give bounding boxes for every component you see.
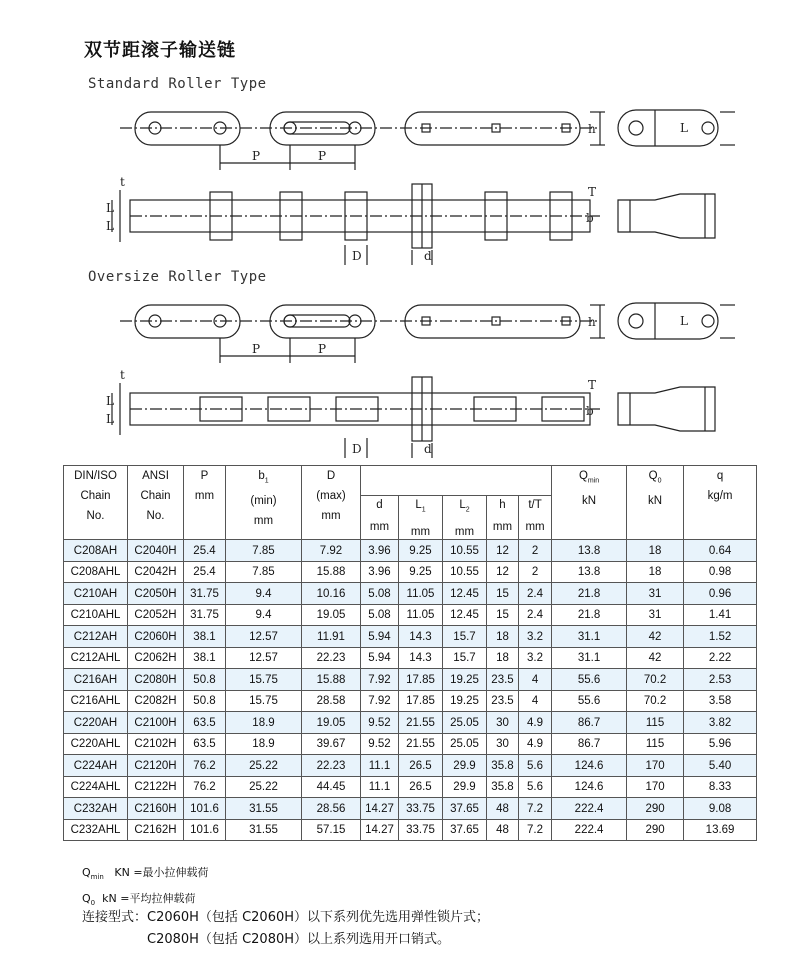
table-cell: 50.8 bbox=[184, 690, 226, 712]
table-cell: 19.05 bbox=[302, 712, 361, 734]
table-cell: C2062H bbox=[128, 647, 184, 669]
table-cell: 42 bbox=[627, 647, 684, 669]
table-cell: 35.8 bbox=[487, 755, 519, 777]
table-cell: 18.9 bbox=[226, 712, 302, 734]
dim-label: b bbox=[586, 404, 594, 418]
oversize-roller-heading: Oversize Roller Type bbox=[88, 269, 267, 285]
table-cell: 13.69 bbox=[684, 819, 757, 841]
dim-label: T bbox=[588, 185, 597, 199]
table-cell: 8.33 bbox=[684, 776, 757, 798]
col-head-q: q kg/m bbox=[684, 466, 757, 540]
table-cell: 14.27 bbox=[361, 819, 399, 841]
table-cell: C2052H bbox=[128, 604, 184, 626]
table-cell: C224AH bbox=[64, 755, 128, 777]
table-row bbox=[64, 583, 757, 605]
table-cell: 18.9 bbox=[226, 733, 302, 755]
dim-label: L bbox=[106, 219, 114, 233]
table-cell: 3.96 bbox=[361, 540, 399, 562]
table-cell: 21.55 bbox=[399, 712, 443, 734]
dim-label: L bbox=[106, 201, 114, 215]
table-row bbox=[64, 669, 757, 691]
oversize-roller-drawing bbox=[0, 293, 800, 463]
table-row bbox=[64, 755, 757, 777]
table-row bbox=[64, 561, 757, 583]
table-cell: 37.65 bbox=[443, 819, 487, 841]
table-cell: 124.6 bbox=[552, 755, 627, 777]
table-cell: 25.4 bbox=[184, 561, 226, 583]
table-cell: 290 bbox=[627, 819, 684, 841]
table-cell: 0.96 bbox=[684, 583, 757, 605]
table-cell: 30 bbox=[487, 733, 519, 755]
table-cell: C2050H bbox=[128, 583, 184, 605]
table-cell: 31 bbox=[627, 604, 684, 626]
col-head-l2: $L_2$ mm bbox=[443, 496, 487, 540]
table-cell: 31.55 bbox=[226, 819, 302, 841]
table-cell: 101.6 bbox=[184, 819, 226, 841]
col-group-blank bbox=[361, 466, 552, 496]
table-cell: 86.7 bbox=[552, 712, 627, 734]
table-cell: C220AH bbox=[64, 712, 128, 734]
col-head-pin-d: d mm bbox=[361, 496, 399, 540]
dim-label: d bbox=[424, 249, 432, 263]
note-connection-1: 连接型式：C2060H（包括 C2060H）以下系列优先选用弹性锁片式； bbox=[82, 910, 490, 925]
table-cell: 4.9 bbox=[519, 712, 552, 734]
table-row bbox=[64, 604, 757, 626]
table-cell: 15.75 bbox=[226, 690, 302, 712]
table-cell: 9.25 bbox=[399, 540, 443, 562]
table-cell: 15 bbox=[487, 583, 519, 605]
col-head-din: DIN/ISO Chain No. bbox=[64, 466, 128, 540]
table-cell: 14.3 bbox=[399, 626, 443, 648]
dim-label: D bbox=[352, 442, 362, 456]
col-head-l1: $L_1$ mm bbox=[399, 496, 443, 540]
table-cell: 170 bbox=[627, 776, 684, 798]
table-cell: 25.22 bbox=[226, 776, 302, 798]
table-cell: 0.98 bbox=[684, 561, 757, 583]
table-cell: 7.85 bbox=[226, 540, 302, 562]
table-row bbox=[64, 733, 757, 755]
table-cell: 44.45 bbox=[302, 776, 361, 798]
dim-label: h bbox=[588, 315, 596, 329]
table-cell: 22.23 bbox=[302, 647, 361, 669]
table-cell: 3.2 bbox=[519, 647, 552, 669]
dim-label: b bbox=[586, 211, 594, 225]
table-cell: 10.55 bbox=[443, 561, 487, 583]
table-cell: 9.52 bbox=[361, 712, 399, 734]
standard-roller-heading: Standard Roller Type bbox=[88, 76, 267, 92]
table-cell: 12.57 bbox=[226, 647, 302, 669]
note-q0: $Q_0$ kN =平均拉伸载荷 bbox=[82, 892, 196, 908]
table-cell: 55.6 bbox=[552, 690, 627, 712]
table-cell: 9.4 bbox=[226, 583, 302, 605]
table-cell: 31.75 bbox=[184, 583, 226, 605]
table-cell: 25.05 bbox=[443, 712, 487, 734]
table-cell: 5.94 bbox=[361, 647, 399, 669]
table-cell: C210AHL bbox=[64, 604, 128, 626]
dim-label: P bbox=[252, 342, 261, 356]
table-cell: 63.5 bbox=[184, 712, 226, 734]
table-cell: 23.5 bbox=[487, 690, 519, 712]
table-cell: 5.94 bbox=[361, 626, 399, 648]
table-cell: 29.9 bbox=[443, 776, 487, 798]
table-cell: 9.25 bbox=[399, 561, 443, 583]
table-cell: C2080H bbox=[128, 669, 184, 691]
table-cell: 42 bbox=[627, 626, 684, 648]
table-cell: 9.4 bbox=[226, 604, 302, 626]
dim-label: L bbox=[106, 394, 114, 408]
table-cell: 7.92 bbox=[302, 540, 361, 562]
table-cell: 11.05 bbox=[399, 604, 443, 626]
dim-label: d bbox=[424, 442, 432, 456]
table-cell: 31.55 bbox=[226, 798, 302, 820]
table-cell: 50.8 bbox=[184, 669, 226, 691]
table-cell: 37.65 bbox=[443, 798, 487, 820]
table-cell: 31.75 bbox=[184, 604, 226, 626]
col-head-tT: t/T mm bbox=[519, 496, 552, 540]
table-cell: 5.40 bbox=[684, 755, 757, 777]
col-head-ansi: ANSI Chain No. bbox=[128, 466, 184, 540]
table-cell: C208AHL bbox=[64, 561, 128, 583]
table-cell: 19.25 bbox=[443, 690, 487, 712]
table-cell: C2102H bbox=[128, 733, 184, 755]
table-cell: 12 bbox=[487, 540, 519, 562]
table-cell: 3.2 bbox=[519, 626, 552, 648]
table-cell: 9.52 bbox=[361, 733, 399, 755]
table-cell: 124.6 bbox=[552, 776, 627, 798]
table-cell: 38.1 bbox=[184, 626, 226, 648]
table-cell: C2122H bbox=[128, 776, 184, 798]
table-cell: 1.41 bbox=[684, 604, 757, 626]
table-cell: 19.25 bbox=[443, 669, 487, 691]
table-cell: 28.58 bbox=[302, 690, 361, 712]
col-head-d-max: D (max) mm bbox=[302, 466, 361, 540]
table-cell: C2060H bbox=[128, 626, 184, 648]
table-cell: 26.5 bbox=[399, 776, 443, 798]
table-cell: C232AH bbox=[64, 798, 128, 820]
table-cell: 12 bbox=[487, 561, 519, 583]
table-cell: 17.85 bbox=[399, 690, 443, 712]
table-cell: 33.75 bbox=[399, 798, 443, 820]
table-cell: 15.7 bbox=[443, 626, 487, 648]
table-cell: 30 bbox=[487, 712, 519, 734]
table-cell: 33.75 bbox=[399, 819, 443, 841]
table-cell: 86.7 bbox=[552, 733, 627, 755]
dim-label: T bbox=[588, 378, 597, 392]
table-cell: 76.2 bbox=[184, 755, 226, 777]
table-cell: 48 bbox=[487, 798, 519, 820]
table-cell: 12.57 bbox=[226, 626, 302, 648]
table-cell: 4 bbox=[519, 690, 552, 712]
spec-table bbox=[63, 465, 757, 841]
table-cell: 15.7 bbox=[443, 647, 487, 669]
table-cell: C212AHL bbox=[64, 647, 128, 669]
table-cell: 115 bbox=[627, 733, 684, 755]
table-cell: 115 bbox=[627, 712, 684, 734]
table-cell: 5.6 bbox=[519, 755, 552, 777]
dim-label: P bbox=[252, 149, 261, 163]
table-cell: 3.58 bbox=[684, 690, 757, 712]
dim-label: h bbox=[588, 122, 596, 136]
table-cell: 170 bbox=[627, 755, 684, 777]
table-cell: 18 bbox=[627, 540, 684, 562]
dim-label: t bbox=[120, 175, 125, 189]
table-cell: 39.67 bbox=[302, 733, 361, 755]
table-cell: 15 bbox=[487, 604, 519, 626]
table-cell: 15.88 bbox=[302, 669, 361, 691]
table-cell: 7.2 bbox=[519, 819, 552, 841]
table-cell: 1.52 bbox=[684, 626, 757, 648]
table-cell: 2.53 bbox=[684, 669, 757, 691]
table-cell: 25.05 bbox=[443, 733, 487, 755]
table-cell: 15.88 bbox=[302, 561, 361, 583]
table-cell: 290 bbox=[627, 798, 684, 820]
table-cell: 11.1 bbox=[361, 776, 399, 798]
table-cell: 18 bbox=[487, 626, 519, 648]
table-row bbox=[64, 647, 757, 669]
col-head-b1: $b_1$ (min) mm bbox=[226, 466, 302, 540]
table-cell: C2160H bbox=[128, 798, 184, 820]
table-cell: 23.5 bbox=[487, 669, 519, 691]
table-cell: 4 bbox=[519, 669, 552, 691]
table-cell: 18 bbox=[487, 647, 519, 669]
table-cell: C2042H bbox=[128, 561, 184, 583]
table-cell: 7.2 bbox=[519, 798, 552, 820]
table-cell: 222.4 bbox=[552, 819, 627, 841]
table-cell: C210AH bbox=[64, 583, 128, 605]
note-qmin: $Q_{min}$ KN =最小拉伸载荷 bbox=[82, 866, 209, 882]
table-cell: 31 bbox=[627, 583, 684, 605]
table-cell: 13.8 bbox=[552, 540, 627, 562]
col-head-p: P mm bbox=[184, 466, 226, 540]
table-cell: 11.1 bbox=[361, 755, 399, 777]
table-cell: 101.6 bbox=[184, 798, 226, 820]
table-cell: 57.15 bbox=[302, 819, 361, 841]
table-cell: C220AHL bbox=[64, 733, 128, 755]
table-cell: 10.16 bbox=[302, 583, 361, 605]
table-cell: C2100H bbox=[128, 712, 184, 734]
table-cell: 13.8 bbox=[552, 561, 627, 583]
table-cell: 5.08 bbox=[361, 583, 399, 605]
table-cell: 9.08 bbox=[684, 798, 757, 820]
table-cell: 15.75 bbox=[226, 669, 302, 691]
table-cell: 2 bbox=[519, 561, 552, 583]
table-row bbox=[64, 798, 757, 820]
table-cell: C2120H bbox=[128, 755, 184, 777]
dim-label: P bbox=[318, 149, 327, 163]
table-cell: 48 bbox=[487, 819, 519, 841]
dim-label: L bbox=[680, 314, 688, 328]
table-cell: 14.3 bbox=[399, 647, 443, 669]
table-cell: 21.55 bbox=[399, 733, 443, 755]
table-cell: 2.22 bbox=[684, 647, 757, 669]
table-cell: 63.5 bbox=[184, 733, 226, 755]
table-cell: 35.8 bbox=[487, 776, 519, 798]
table-cell: 25.4 bbox=[184, 540, 226, 562]
table-cell: C212AH bbox=[64, 626, 128, 648]
col-head-qmin: $Q_{min}$ kN bbox=[552, 466, 627, 540]
table-row bbox=[64, 819, 757, 841]
table-cell: 11.05 bbox=[399, 583, 443, 605]
table-cell: 2.4 bbox=[519, 583, 552, 605]
table-cell: 31.1 bbox=[552, 647, 627, 669]
table-cell: 55.6 bbox=[552, 669, 627, 691]
table-cell: 4.9 bbox=[519, 733, 552, 755]
table-cell: 70.2 bbox=[627, 690, 684, 712]
dim-label: P bbox=[318, 342, 327, 356]
col-head-h: h mm bbox=[487, 496, 519, 540]
table-cell: 3.96 bbox=[361, 561, 399, 583]
table-cell: C2162H bbox=[128, 819, 184, 841]
table-cell: C208AH bbox=[64, 540, 128, 562]
table-cell: C2082H bbox=[128, 690, 184, 712]
table-cell: 7.85 bbox=[226, 561, 302, 583]
table-cell: 222.4 bbox=[552, 798, 627, 820]
table-row bbox=[64, 690, 757, 712]
table-cell: 21.8 bbox=[552, 604, 627, 626]
table-cell: 29.9 bbox=[443, 755, 487, 777]
dim-label: L bbox=[106, 412, 114, 426]
table-cell: 31.1 bbox=[552, 626, 627, 648]
table-cell: 12.45 bbox=[443, 604, 487, 626]
table-cell: 5.6 bbox=[519, 776, 552, 798]
table-cell: 14.27 bbox=[361, 798, 399, 820]
table-cell: 21.8 bbox=[552, 583, 627, 605]
table-cell: 2.4 bbox=[519, 604, 552, 626]
table-cell: 22.23 bbox=[302, 755, 361, 777]
table-cell: 2 bbox=[519, 540, 552, 562]
table-cell: 76.2 bbox=[184, 776, 226, 798]
table-cell: 11.91 bbox=[302, 626, 361, 648]
dim-label: D bbox=[352, 249, 362, 263]
table-row bbox=[64, 712, 757, 734]
note-connection-2: C2080H（包括 C2080H）以上系列选用开口销式。 bbox=[147, 932, 451, 947]
table-row bbox=[64, 626, 757, 648]
table-cell: 0.64 bbox=[684, 540, 757, 562]
col-head-q0: $Q_0$ kN bbox=[627, 466, 684, 540]
table-cell: 7.92 bbox=[361, 669, 399, 691]
table-cell: 70.2 bbox=[627, 669, 684, 691]
table-cell: 7.92 bbox=[361, 690, 399, 712]
table-cell: 25.22 bbox=[226, 755, 302, 777]
table-cell: 17.85 bbox=[399, 669, 443, 691]
table-cell: 18 bbox=[627, 561, 684, 583]
table-cell: 5.96 bbox=[684, 733, 757, 755]
page-title: 双节距滚子输送链 bbox=[84, 40, 236, 61]
standard-roller-drawing bbox=[0, 100, 800, 270]
table-cell: C232AHL bbox=[64, 819, 128, 841]
table-cell: 3.82 bbox=[684, 712, 757, 734]
table-cell: 28.56 bbox=[302, 798, 361, 820]
table-cell: C216AHL bbox=[64, 690, 128, 712]
table-row bbox=[64, 776, 757, 798]
table-cell: C216AH bbox=[64, 669, 128, 691]
table-cell: 12.45 bbox=[443, 583, 487, 605]
table-row bbox=[64, 540, 757, 562]
dim-label: L bbox=[680, 121, 688, 135]
table-cell: 26.5 bbox=[399, 755, 443, 777]
table-cell: 38.1 bbox=[184, 647, 226, 669]
table-cell: C224AHL bbox=[64, 776, 128, 798]
spec-table-wrapper bbox=[63, 465, 756, 841]
table-cell: 5.08 bbox=[361, 604, 399, 626]
table-cell: 19.05 bbox=[302, 604, 361, 626]
table-cell: C2040H bbox=[128, 540, 184, 562]
spec-table-body bbox=[64, 540, 757, 841]
table-cell: 10.55 bbox=[443, 540, 487, 562]
dim-label: t bbox=[120, 368, 125, 382]
